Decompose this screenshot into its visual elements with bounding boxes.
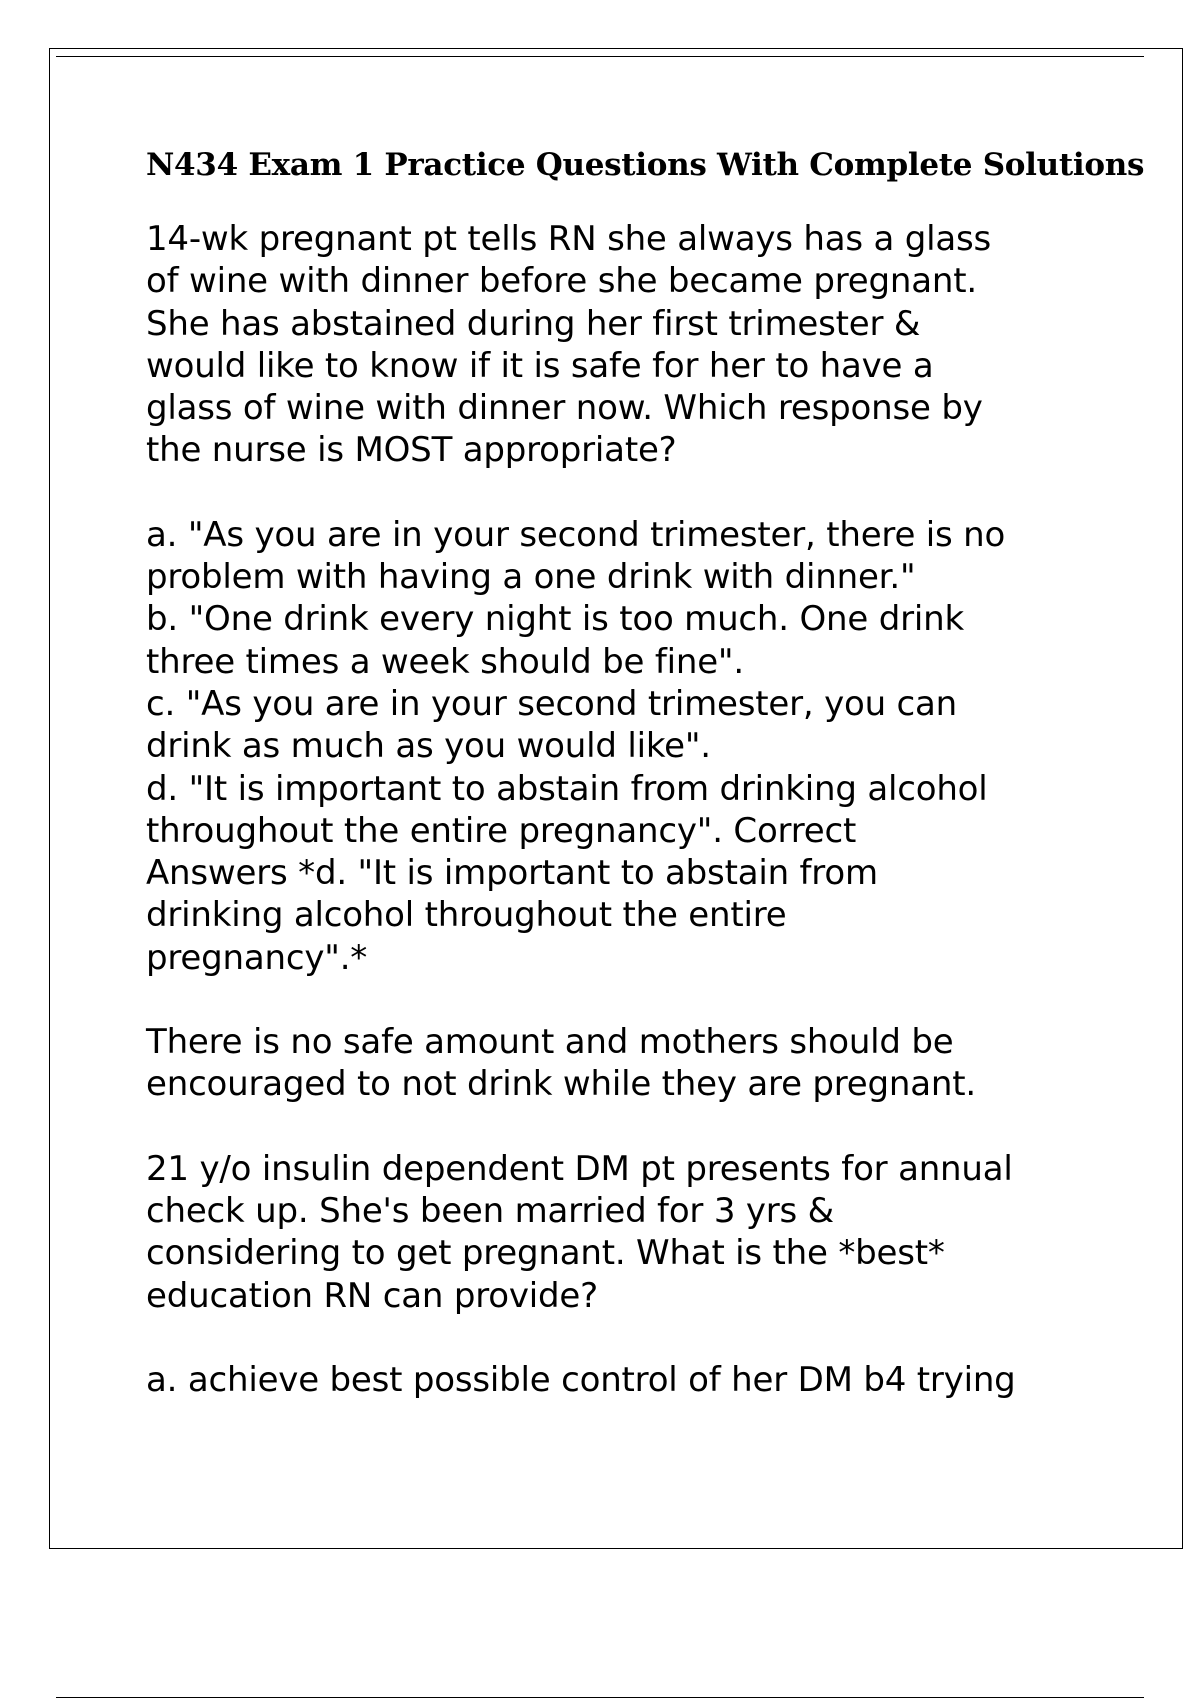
document-title: N434 Exam 1 Practice Questions With Complete Solutions — [146, 147, 1145, 183]
document-body — [146, 140, 1146, 1401]
question-1-rationale: There is no safe amount and mothers should be encouraged to not drink while they are pregnant. — [146, 1022, 976, 1105]
question-1-stem: 14-wk pregnant pt tells RN she always has a glass of wine with dinner before she became pregnant. She has abstained during her first trimester & would like to know if it is safe for her to have a glass of wine with dinner now. Which response by the nurse is MOST appropriate? — [146, 219, 992, 471]
bottom-rule — [56, 1697, 1144, 1698]
question-2-option-a: a. achieve best possible control of her DM b4 trying — [146, 1359, 1016, 1400]
top-rule — [56, 56, 1144, 57]
question-1-options: a. "As you are in your second trimester, there is no problem with having a one drink with dinner." b. "One drink every night is too much. One drink three times a week should be fine". c. "As you are in your second trimester, you can drink as much as you would like". d. "It is important to abstain from drinking alcohol throughout the entire pregnancy". Correct Answers *d. "It is important to abstain from drinking alcohol throughout the entire pregnancy".* — [146, 514, 1006, 978]
question-2-stem: 21 y/o insulin dependent DM pt presents for annual check up. She's been married for 3 yrs & considering to get pregnant. What is the *best* education RN can provide? — [146, 1148, 1013, 1316]
